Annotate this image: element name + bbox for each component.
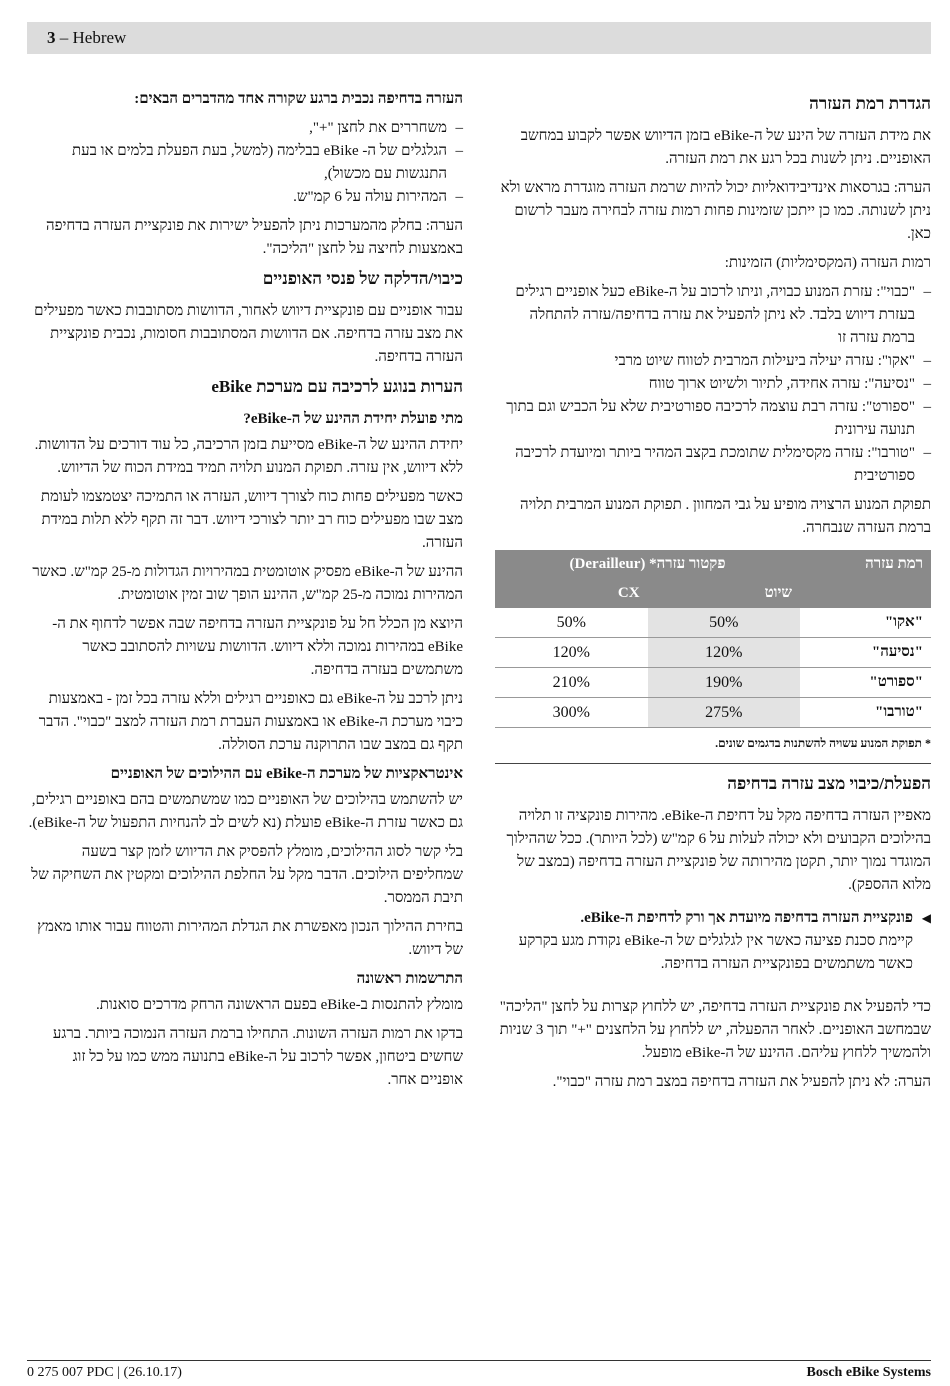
footer-brand: Bosch eBike Systems — [806, 1365, 931, 1380]
levels-list — [495, 281, 931, 488]
table-row: "ספורט" 190% 210% — [495, 668, 931, 698]
list-item: – המהירות עולה על 6 קמ"ש. — [27, 186, 447, 209]
paragraph: ניתן לרכב על ה-eBike גם כאופניים רגילים וללא עזרה בכל זמן - באמצעות כיבוי מערכת ה-eBike או באמצעות העברת רמת העזרה למצב "כבוי". הדבר תקף גם במצב שבו התרוקנה ערכת הסוללה. — [38, 691, 463, 753]
list-item: – "ספורט": עזרה רבת עוצמה לרכיבה ספורטיבית שלא על הכביש וגם בתוך תנועה עירונית — [495, 396, 915, 442]
section-heading: הפעלת/כיבוי מצב עזרה בדחיפה — [727, 774, 931, 793]
page-footer — [27, 1360, 931, 1380]
warning-block — [495, 907, 931, 976]
page-header — [27, 22, 931, 54]
paragraph: יש להשתמש בהילוכים של האופניים כמו שמשתמשים בהם באופניים רגילים, גם כאשר עזרת ה-eBike פועלת (נא לשים לב להנחיות התפעול של ה-eBike). — [28, 792, 463, 831]
section-heading: הגדרת רמת העזרה — [809, 94, 931, 113]
table-header-factor: פקטור עזרה* (Derailleur) — [495, 550, 800, 579]
paragraph: עבור אופניים עם פונקציית דיווש לאחור, הדוושות מסתובבות כאשר מפעילים את מצב עזרה בדחיפה. אם הדוושות המסתובבות חסומות, נכבית פונקציית העזרה בדחיפה. — [34, 303, 463, 365]
paragraph: רמות העזרה (המקסימליות) הזמינות: — [724, 255, 931, 271]
paragraph: יחידת ההינע של ה-eBike מסייעת בזמן הרכיבה, כל עוד דורכים על הדוושות. ללא דיווש, אין עזרה. תפוקת המנוע תלויה תמיד במידת הכוח של הדיווש. — [34, 437, 463, 476]
table-header-tour: שיוט — [648, 579, 801, 608]
paragraph: תפוקת המנוע הרצויה מופיע על גבי המחוון . תפוקת המנוע המרבית תלויה ברמת העזרה שנבחרה. — [519, 497, 931, 536]
table-row: "טורבו" 275% 300% — [495, 698, 931, 728]
paragraph: בדקו את רמות העזרה השונות. התחילו ברמת העזרה הנמוכה ביותר. ברגע שחשים ביטחון, אפשר לרכוב על ה-eBike בתנועה ממש כמו על כל זוג אופניים אחר. — [52, 1026, 463, 1088]
table-header-cx: CX — [495, 579, 648, 608]
list-item: – "נסיעה": עזרה אחידה, לתיור ולשיוט ארוך טווח — [495, 373, 915, 396]
sub-heading: אינטראקציות של מערכת ה-eBike עם ההילוכים של האופניים — [110, 766, 463, 782]
paragraph: כדי להפעיל את פונקציית העזרה בדחיפה, יש ללחוץ קצרות על לחצן "הליכה" שבמחשב האופניים. לאחר ההפעלה, יש ללחוץ על הלחצנים "+" תוך 3 שניות ולהמשיך ללחוץ עליהם. ההינע של ה-eBike מופעל. — [499, 999, 931, 1061]
paragraph: כאשר מפעילים פחות כוח לצורך דיווש, העזרה או התמיכה יצטמצמו לעומת מצב שבו מפעילים כוח רב יותר לצורכי דיווש. דבר זה תקף ללא תלות במידת העזרה. — [40, 489, 463, 551]
section-heading: כיבוי/הדלקה של פנסי האופניים — [262, 269, 463, 288]
table-footnote: * תפוקת המנוע עשויה להשתנות בדגמים שונים. — [495, 732, 931, 764]
note: הערה: בחלק מהמערכות ניתן להפעיל ישירות את פונקציית העזרה בדחיפה באמצעות לחיצה על לחצן "הליכה". — [46, 218, 463, 257]
table-row: "נסיעה" 120% 120% — [495, 638, 931, 668]
table-header-level: רמת עזרה — [800, 550, 931, 579]
sub-heading: מתי פועלת יחידת ההינע של ה-eBike? — [243, 411, 463, 427]
warning-body: קיימת סכנת פציעה כאשר אין לגלגלים של ה-eBike נקודת מגע בקרקע כאשר משתמשים בפונקציית העזרה בדחיפה. — [518, 933, 913, 972]
paragraph: היוצא מן הכלל חל על פונקציית העזרה בדחיפה שבה אפשר לדחוף את ה-eBike במהירות נמוכה וללא דיווש. הדוושות עשויות להסתובב כאשר משתמשים בעזרה בדחיפה. — [52, 616, 463, 678]
paragraph: מומלץ להתנסות ב-eBike בפעם הראשונה הרחק מדרכים סואנות. — [95, 997, 463, 1013]
warning-triangle-icon: ◀ — [921, 911, 931, 925]
left-column — [27, 88, 463, 1098]
paragraph: מאפיין העזרה בדחיפה מקל על דחיפת ה-eBike. מהירות פונקציה זו תלויה בהילוכים הקבועים ולא יכולה לעלות על 6 קמ"ש (לכל היותר). ככל שההילוך המוגדר נמוך יותר, תקטן מהירותה של פונקציית העזרה בדחיפה (במצב של מלוא ההספק). — [506, 808, 931, 893]
note: הערה: בגרסאות אינדיבידואליות יכול להיות שרמת העזרה מוגדרת מראש ולא ניתן לשנותה. כמו כן ייתכן שזמינות פחות רמות עזרה לבחירה מעבר לרשום כאן. — [500, 180, 931, 242]
paragraph: ההינע של ה-eBike מפסיק אוטומטית במהירויות הגדולות מ-25 קמ"ש. כאשר המהירות נמוכה מ-25 קמ"ש, ההינע הופך שוב זמין אוטומטית. — [32, 564, 463, 603]
assist-factor-table — [495, 550, 931, 728]
warning-title: פונקציית העזרה בדחיפה מיועדת אך ורק לדחיפת ה-eBike. — [580, 910, 913, 926]
sub-heading: התרשמות ראשונה — [356, 971, 463, 987]
list-item: – משחררים את לחצן "+", — [27, 117, 447, 140]
paragraph: את מידת העזרה של הינע של ה-eBike בזמן הדיווש אפשר לקבוע במחשב האופניים. ניתן לשנות בכל רגע את רמת העזרה. — [520, 128, 931, 167]
right-column — [495, 88, 931, 1100]
paragraph: בלי קשר לסוג ההילוכים, מומלץ להפסיק את הדיווש לזמן קצר בשעה שמחליפים הילוכים. הדבר מקל על החלפת ההילוכים ומקטין את השחיקה של תיבת הממסר. — [31, 844, 463, 906]
section-heading: הערות בנוגע לרכיבה עם מערכת eBike — [211, 377, 463, 396]
page-number: 3 – Hebrew — [47, 28, 127, 47]
paragraph: העזרה בדחיפה נכבית ברגע שקורה אחד מהדברים הבאים: — [134, 91, 463, 107]
table-row: "אקו" 50% 50% — [495, 608, 931, 638]
paragraph: בחירת ההילוך הנכון מאפשרת את הגדלת המהירות והטווח עבור אותו מאמץ של דיווש. — [37, 919, 463, 958]
list-item: – הגלגלים של ה- eBike בבלימה (למשל, בעת הפעלת בלמים או בעת התנגשות עם מכשול), — [27, 140, 447, 186]
note: הערה: לא ניתן להפעיל את העזרה בדחיפה במצב רמת עזרה "כבוי". — [552, 1074, 931, 1090]
list-item: – "טורבו": עזרה מקסימלית שתומכת בקצב המהיר ביותר ומיועדת לרכיבה ספורטיבית — [495, 442, 915, 488]
list-item: – "כבוי": עזרת המנוע כבויה, וניתו לרכוב על ה-eBike כעל אופניים רגילים בעזרת דיווש בלבד. לא ניתן להפעיל את עזרה בדחיפה/עזרה להתחלה ברמת עזרה זו — [495, 281, 915, 350]
list-item: – "אקו": עזרה יעילה ביעילות המרבית לטווח שיוט מרבי — [495, 350, 915, 373]
push-assist-list — [27, 117, 463, 209]
footer-doc-id: 0 275 007 PDC | (26.10.17) — [27, 1365, 182, 1380]
